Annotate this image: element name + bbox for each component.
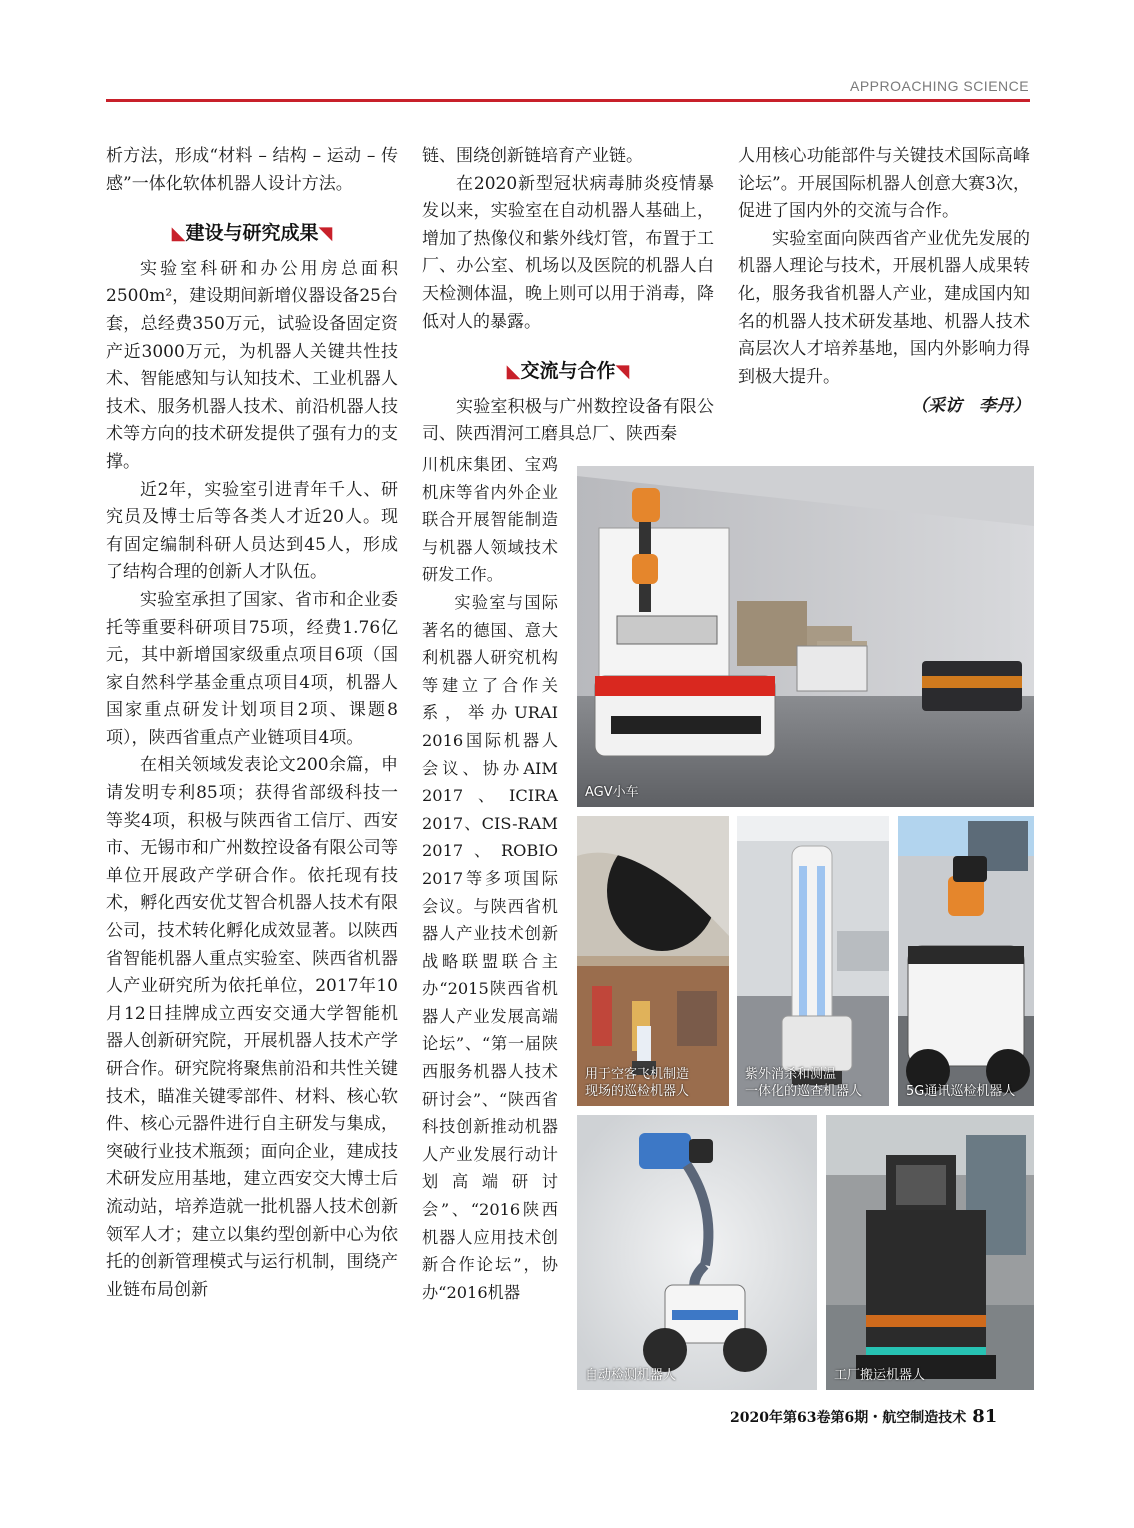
column-left (106, 143, 398, 1304)
paragraph: 实验室与国际著名的德国、意大利机器人研究机构等建立了合作关系，举办URAI 2016国际机器人会议、协办AIM 2017、ICIRA 2017、CIS-RAM 2017、ROBIO 2017等多项国际会议。与陕西省机器人产业技术创新战略联盟联合主办“2015陕西省机器人产业发展高端论坛”、“第一届陕西服务机器人技术研讨会”、“陕西省科技创新推动机器人产业发展行动计划高端研讨会”、“2016陕西机器人应用技术创新合作论坛”，协办“2016机器 (422, 592, 558, 1302)
paragraph: 实验室积极与广州数控设备有限公司、陕西渭河工磨具总厂、陕西秦 (422, 396, 714, 445)
paragraph: 链、围绕创新链培育产业链。 (422, 146, 643, 166)
caption-factory: 工厂搬运机器人 (834, 1368, 926, 1383)
page-number: 81 (972, 1406, 998, 1427)
paragraph: 川机床集团、宝鸡机床等省内外企业联合开展智能制造与机器人领域技术研发工作。 (422, 455, 558, 585)
header-rule (106, 99, 1030, 102)
section-heading-text: 交流与合作 (520, 360, 616, 383)
paragraph: 实验室面向陕西省产业优先发展的机器人理论与技术，开展机器人成果转化，服务我省机器人产业，建成国内知名的机器人技术研发基地、机器人技术高层次人才培养基地，国内外影响力得到极大提升。 (738, 228, 1030, 387)
factory-robot-illustration (826, 1115, 1034, 1390)
photo-auto-robot (577, 1115, 817, 1390)
agv-illustration (577, 466, 1034, 807)
column-right (738, 143, 1030, 421)
triangle-right-icon: ◥ (318, 223, 333, 245)
photo-agv (577, 466, 1034, 807)
column-middle-narrow (422, 451, 558, 1306)
fiveg-robot-illustration (898, 816, 1034, 1106)
caption-auto: 自动检测机器人 (585, 1368, 677, 1383)
issue-info: 2020年第63卷第6期・航空制造技术 (730, 1410, 967, 1426)
caption-aircraft: 用于空客飞机制造 现场的巡检机器人 (585, 1067, 690, 1099)
byline: （采访 李丹） (911, 396, 1030, 417)
photo-factory-robot (826, 1115, 1034, 1390)
section-heading-exchange (422, 358, 714, 386)
aircraft-robot-illustration (577, 816, 729, 1106)
paragraph: 在2020新型冠状病毒肺炎疫情暴发以来，实验室在自动机器人基础上，增加了热像仪和紫外线灯管，布置于工厂、办公室、机场以及医院的机器人白天检测体温，晚上则可以用于消毒，降低对人的暴露。 (422, 173, 714, 332)
paragraph: 近2年，实验室引进青年千人、研究员及博士后等各类人才近20人。现有固定编制科研人员达到45人，形成了结构合理的创新人才队伍。 (106, 479, 398, 583)
section-heading-text: 建设与研究成果 (185, 222, 319, 245)
paragraph: 析方法，形成“材料 – 结构 – 运动 – 传感”一体化软体机器人设计方法。 (106, 146, 398, 194)
photo-5g-robot (898, 816, 1034, 1106)
caption-uv: 紫外消杀和测温 一体化的巡查机器人 (745, 1067, 863, 1099)
uv-robot-illustration (737, 816, 889, 1106)
section-heading-results (106, 220, 398, 248)
auto-robot-illustration (577, 1115, 817, 1390)
paragraph: 在相关领域发表论文200余篇，申请发明专利85项；获得省部级科技一等奖4项，积极与陕西省工信厅、西安市、无锡市和广州数控设备有限公司等单位开展政产学研合作。依托现有技术，孵化西安优艾智合机器人技术有限公司，技术转化孵化成效显著。以陕西省智能机器人重点实验室、陕西省机器人产业研究所为依托单位，2017年10月12日挂牌成立西安交通大学智能机器人创新研究院，开展机器人技术产学研合作。研究院将聚焦前沿和共性关键技术，瞄准关键零部件、材料、核心软件、核心元器件进行自主研发与集成，突破行业技术瓶颈；面向企业，建成技术研发应用基地，建立西安交大博士后流动站，培养造就一批机器人技术创新领军人才；建立以集约型创新中心为依托的创新管理模式与运行机制，围绕产业链布局创新 (106, 755, 398, 1300)
triangle-left-icon: ◣ (506, 361, 521, 383)
page-footer (730, 1406, 997, 1427)
column-middle-top (422, 143, 714, 449)
paragraph: 实验室科研和办公用房总面积2500m²，建设期间新增仪器设备25台套，总经费350万元，试验设备固定资产近3000万元，为机器人关键共性技术、智能感知与认知技术、工业机器人技术、服务机器人技术、前沿机器人技术等方向的技术研发提供了强有力的支撑。 (106, 258, 398, 472)
triangle-left-icon: ◣ (171, 223, 186, 245)
paragraph: 实验室承担了国家、省市和企业委托等重要科研项目75项，经费1.76亿元，其中新增国家级重点项目6项（国家自然科学基金重点项目4项，机器人国家重点研发计划项目2项、课题8项），陕西省重点产业链项目4项。 (106, 589, 398, 748)
triangle-right-icon: ◥ (615, 361, 630, 383)
caption-agv: AGV小车 (585, 785, 639, 800)
running-head: APPROACHING SCIENCE (850, 78, 1030, 94)
paragraph: 人用核心功能部件与关键技术国际高峰论坛”。开展国际机器人创意大赛3次，促进了国内外的交流与合作。 (738, 146, 1030, 222)
photo-aircraft-robot (577, 816, 729, 1106)
caption-5g: 5G通讯巡检机器人 (906, 1084, 1016, 1099)
photo-uv-robot (737, 816, 889, 1106)
